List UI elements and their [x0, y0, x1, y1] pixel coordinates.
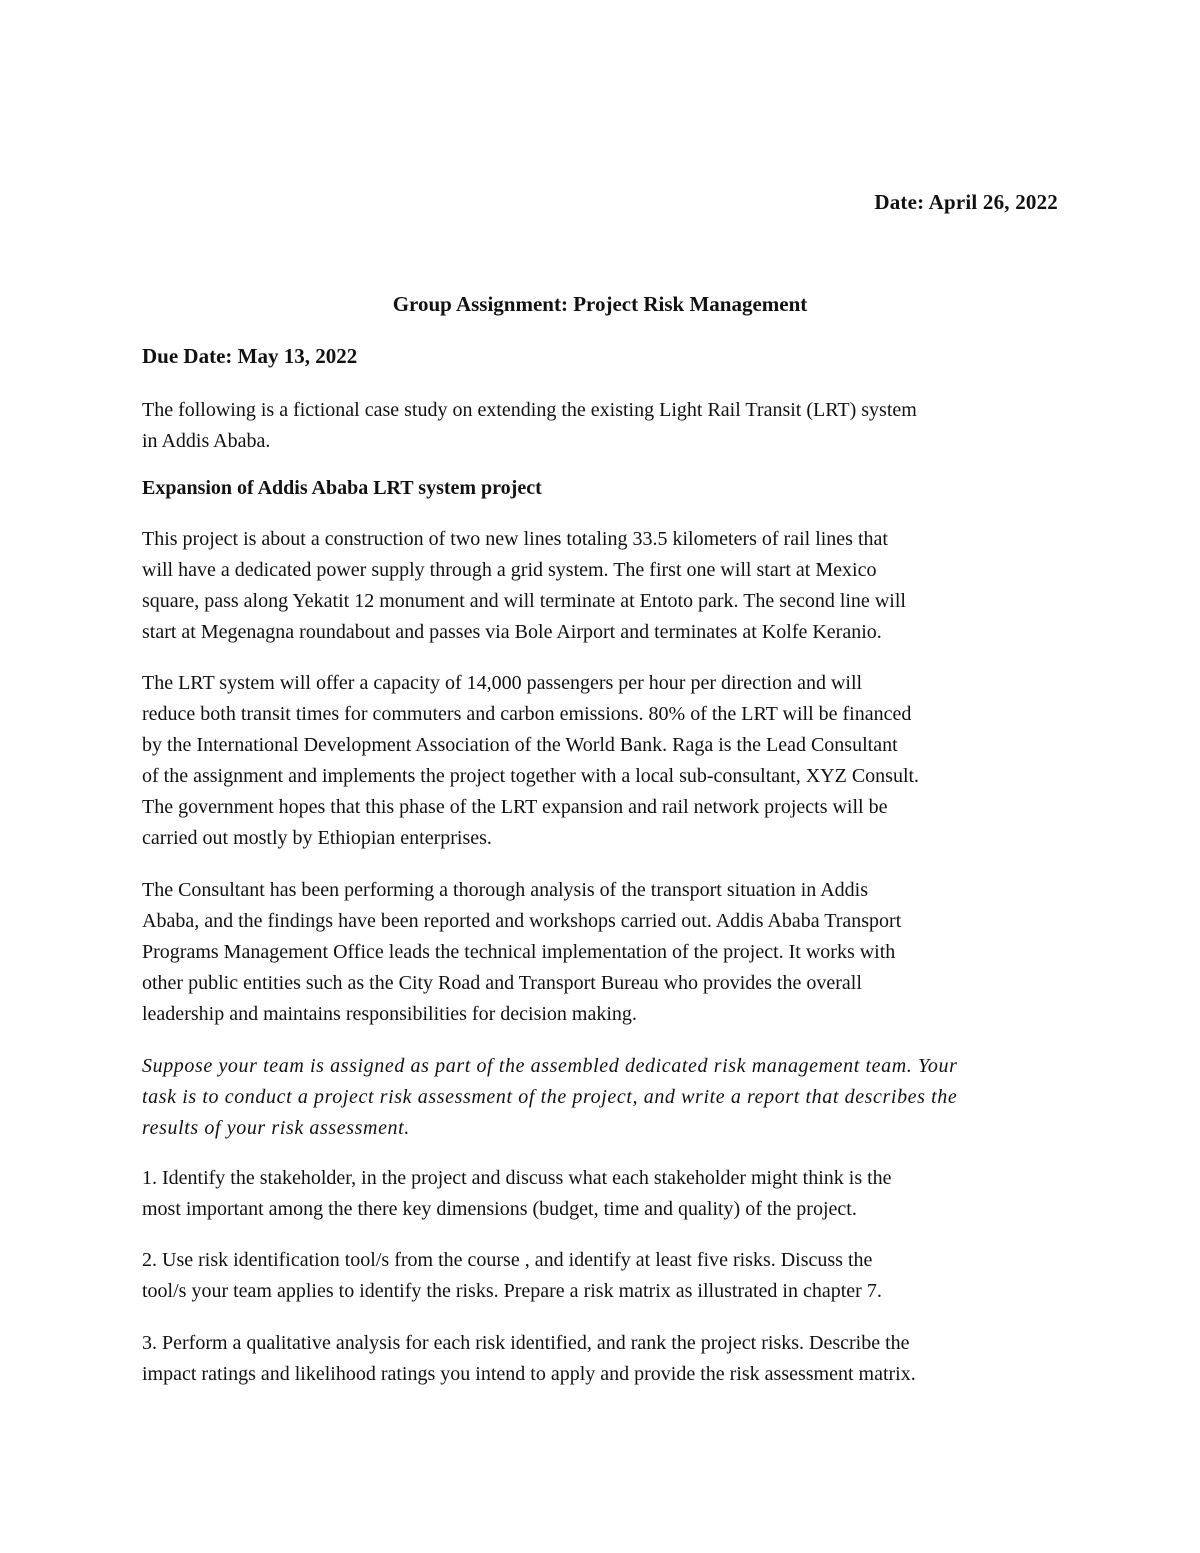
due-date: Due Date: May 13, 2022: [142, 344, 358, 368]
text-line: results of your risk assessment.: [142, 1117, 410, 1139]
question-2: [142, 1245, 1072, 1307]
text-line: 2. Use risk identification tool/s from the course , and identify at least five risks. Discuss the: [142, 1249, 873, 1271]
text-line: most important among the there key dimensions (budget, time and quality) of the project.: [142, 1198, 857, 1220]
question-1: [142, 1163, 1072, 1225]
text-line: The following is a fictional case study on extending the existing Light Rail Transit (LRT) system: [142, 399, 917, 421]
text-line: leadership and maintains responsibilities for decision making.: [142, 1003, 637, 1025]
document-date: Date: April 26, 2022: [874, 190, 1058, 214]
question-3: [142, 1328, 1072, 1390]
text-line: Ababa, and the findings have been reported and workshops carried out. Addis Ababa Transport: [142, 910, 902, 932]
capacity-financing-paragraph: [142, 668, 1072, 854]
text-line: tool/s your team applies to identify the risks. Prepare a risk matrix as illustrated in chapter 7.: [142, 1280, 882, 1302]
task-instructions: [142, 1051, 1072, 1144]
text-line: 1. Identify the stakeholder, in the project and discuss what each stakeholder might think is the: [142, 1167, 892, 1189]
text-line: start at Megenagna roundabout and passes via Bole Airport and terminates at Kolfe Keranio.: [142, 621, 882, 643]
text-line: This project is about a construction of two new lines totaling 33.5 kilometers of rail lines that: [142, 528, 888, 550]
text-line: The Consultant has been performing a thorough analysis of the transport situation in Addis: [142, 879, 868, 901]
text-line: square, pass along Yekatit 12 monument and will terminate at Entoto park. The second line will: [142, 590, 906, 612]
document-title: Group Assignment: Project Risk Management: [392, 292, 808, 316]
text-line: will have a dedicated power supply through a grid system. The first one will start at Mexico: [142, 559, 877, 581]
text-line: in Addis Ababa.: [142, 430, 271, 452]
text-line: Suppose your team is assigned as part of the assembled dedicated risk management team. Your: [142, 1055, 958, 1077]
text-line: carried out mostly by Ethiopian enterprises.: [142, 827, 492, 849]
text-line: The government hopes that this phase of the LRT expansion and rail network projects will be: [142, 796, 888, 818]
text-line: impact ratings and likelihood ratings you intend to apply and provide the risk assessment matrix.: [142, 1363, 916, 1385]
text-line: reduce both transit times for commuters and carbon emissions. 80% of the LRT will be financed: [142, 703, 912, 725]
text-line: 3. Perform a qualitative analysis for each risk identified, and rank the project risks. Describe the: [142, 1332, 910, 1354]
project-description-paragraph: [142, 524, 1072, 648]
intro-paragraph: [142, 395, 1072, 457]
text-line: of the assignment and implements the project together with a local sub-consultant, XYZ Consult.: [142, 765, 920, 787]
text-line: Programs Management Office leads the technical implementation of the project. It works with: [142, 941, 896, 963]
text-line: The LRT system will offer a capacity of 14,000 passengers per hour per direction and will: [142, 672, 863, 694]
consultant-paragraph: [142, 875, 1072, 1030]
text-line: task is to conduct a project risk assessment of the project, and write a report that describes the: [142, 1086, 958, 1108]
text-line: by the International Development Association of the World Bank. Raga is the Lead Consultant: [142, 734, 898, 756]
text-line: other public entities such as the City Road and Transport Bureau who provides the overall: [142, 972, 862, 994]
section-heading: Expansion of Addis Ababa LRT system project: [142, 477, 542, 499]
